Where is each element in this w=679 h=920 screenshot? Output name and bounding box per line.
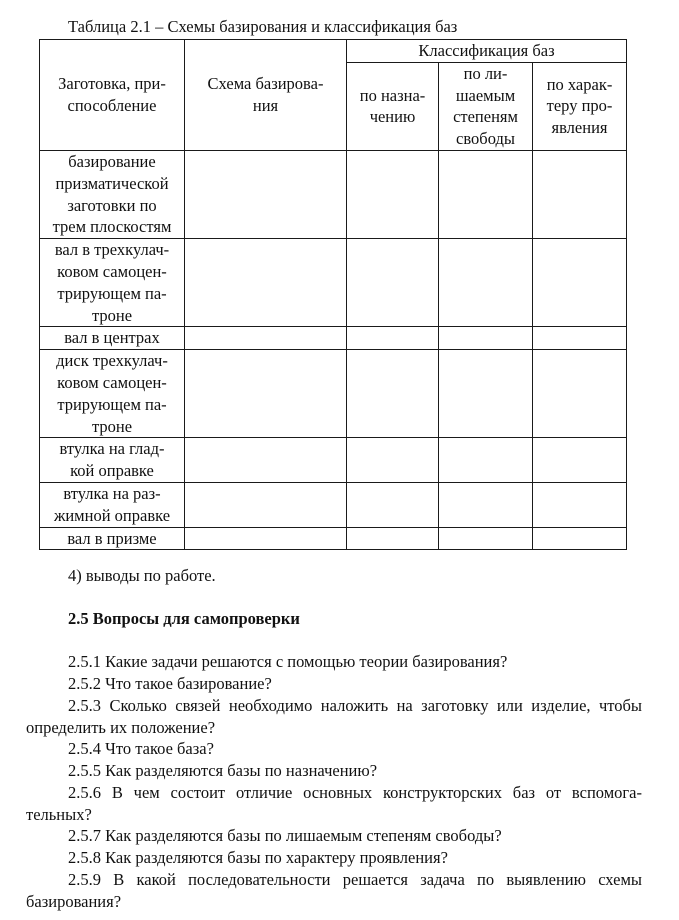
workpiece-cell: диск трехкулач- ковом самоцен- трирующем па- троне [40, 350, 185, 438]
workpiece-cell: втулка на глад- кой оправке [40, 438, 185, 483]
by-manifestation-cell[interactable] [533, 327, 627, 350]
by-purpose-cell[interactable] [347, 438, 439, 483]
table-row [40, 527, 627, 550]
by-manifestation-cell[interactable] [533, 482, 627, 527]
by-manifestation-cell[interactable] [533, 150, 627, 238]
question-2-5-3: 2.5.3 Сколько связей необходимо наложить на заготовку или изделие, чтобы определить их положение? [26, 696, 642, 737]
question-2-5-8: 2.5.8 Как разделяются базы по характеру проявления? [68, 848, 448, 867]
question-2-5-4: 2.5.4 Что такое база? [68, 739, 214, 758]
by-manifestation-cell[interactable] [533, 438, 627, 483]
table-row [40, 327, 627, 350]
header-workpiece-fixture: Заготовка, при- способление [40, 40, 185, 151]
scheme-cell[interactable] [185, 527, 347, 550]
scheme-cell[interactable] [185, 350, 347, 438]
question-2-5-9: 2.5.9 В какой последовательности решается задача по выявлению схемы базирования? [26, 870, 642, 911]
table-row [40, 482, 627, 527]
question-2-5-2: 2.5.2 Что такое базирование? [68, 674, 272, 693]
by-purpose-cell[interactable] [347, 239, 439, 327]
by-purpose-cell[interactable] [347, 327, 439, 350]
scheme-cell[interactable] [185, 438, 347, 483]
by-dof-cell[interactable] [439, 527, 533, 550]
by-dof-cell[interactable] [439, 482, 533, 527]
by-purpose-cell[interactable] [347, 150, 439, 238]
by-purpose-cell[interactable] [347, 482, 439, 527]
by-dof-cell[interactable] [439, 438, 533, 483]
by-dof-cell[interactable] [439, 327, 533, 350]
table-row [40, 350, 627, 438]
question-2-5-6: 2.5.6 В чем состоит отличие основных конструкторских баз от вспомога-тельных? [26, 783, 642, 824]
basing-schemes-table [39, 39, 627, 550]
table-caption: Таблица 2.1 – Схемы базирования и классификация баз [68, 17, 458, 36]
workpiece-cell: вал в призме [40, 527, 185, 550]
question-2-5-1: 2.5.1 Какие задачи решаются с помощью теории базирования? [68, 652, 508, 671]
by-manifestation-cell[interactable] [533, 239, 627, 327]
scheme-cell[interactable] [185, 327, 347, 350]
workpiece-cell: втулка на раз- жимной оправке [40, 482, 185, 527]
header-classification-group: Классификация баз [347, 40, 627, 63]
section-heading: 2.5 Вопросы для самопроверки [68, 609, 300, 628]
scheme-cell[interactable] [185, 482, 347, 527]
scheme-cell[interactable] [185, 150, 347, 238]
header-by-degrees-of-freedom: по ли- шаемым степеням свободы [439, 62, 533, 150]
by-manifestation-cell[interactable] [533, 527, 627, 550]
workpiece-cell: базирование призматической заготовки по трем плоскостям [40, 150, 185, 238]
question-2-5-7: 2.5.7 Как разделяются базы по лишаемым степеням свободы? [68, 826, 502, 845]
workpiece-cell: вал в трехкулач- ковом самоцен- трирующем па- троне [40, 239, 185, 327]
header-by-purpose: по назна- чению [347, 62, 439, 150]
workpiece-cell: вал в центрах [40, 327, 185, 350]
table-row [40, 239, 627, 327]
by-purpose-cell[interactable] [347, 527, 439, 550]
by-dof-cell[interactable] [439, 350, 533, 438]
by-dof-cell[interactable] [439, 150, 533, 238]
question-2-5-5: 2.5.5 Как разделяются базы по назначению? [68, 761, 378, 780]
by-manifestation-cell[interactable] [533, 350, 627, 438]
header-by-manifestation: по харак- теру про- явления [533, 62, 627, 150]
table-row [40, 150, 627, 238]
scheme-cell[interactable] [185, 239, 347, 327]
by-dof-cell[interactable] [439, 239, 533, 327]
table-row [40, 438, 627, 483]
header-basing-scheme: Схема базирова- ния [185, 40, 347, 151]
by-purpose-cell[interactable] [347, 350, 439, 438]
conclusion-item: 4) выводы по работе. [68, 566, 216, 585]
